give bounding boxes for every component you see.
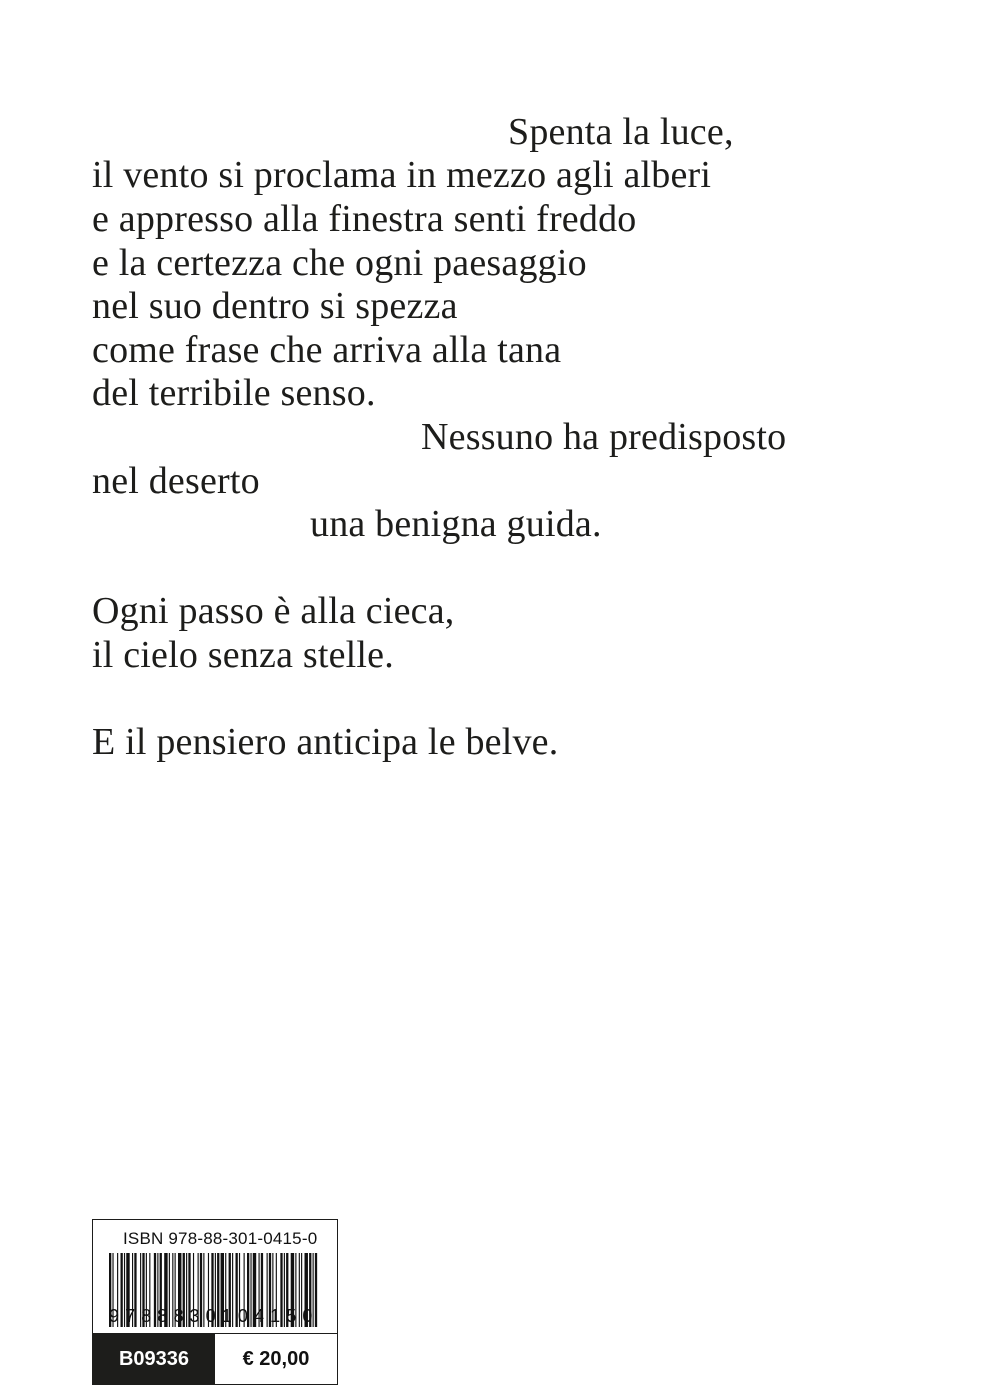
barcode-box	[92, 1219, 338, 1385]
poem-line: Nessuno ha predisposto	[421, 416, 787, 458]
product-code: B09336	[93, 1334, 215, 1385]
poem-line: Spenta la luce,	[508, 111, 734, 153]
poem-line: il cielo senza stelle.	[92, 634, 394, 676]
poem-line: e appresso alla finestra senti freddo	[92, 198, 637, 240]
poem-line: una benigna guida.	[310, 503, 602, 545]
poem-line: nel suo dentro si spezza	[92, 285, 458, 327]
poem-line: come frase che arriva alla tana	[92, 329, 562, 371]
poem-line: nel deserto	[92, 460, 260, 502]
poem-line: e la certezza che ogni paesaggio	[92, 242, 587, 284]
poem-line: E il pensiero anticipa le belve.	[92, 721, 559, 763]
poem-line: il vento si proclama in mezzo agli alberi	[92, 154, 712, 196]
poem-line: Ogni passo è alla cieca,	[92, 590, 455, 632]
poem-line: del terribile senso.	[92, 372, 376, 414]
price: € 20,00	[242, 1348, 310, 1370]
price-row	[93, 1333, 337, 1386]
ean-digits: 9788830104150	[109, 1306, 319, 1326]
isbn-label: ISBN 978-88-301-0415-0	[123, 1229, 318, 1248]
